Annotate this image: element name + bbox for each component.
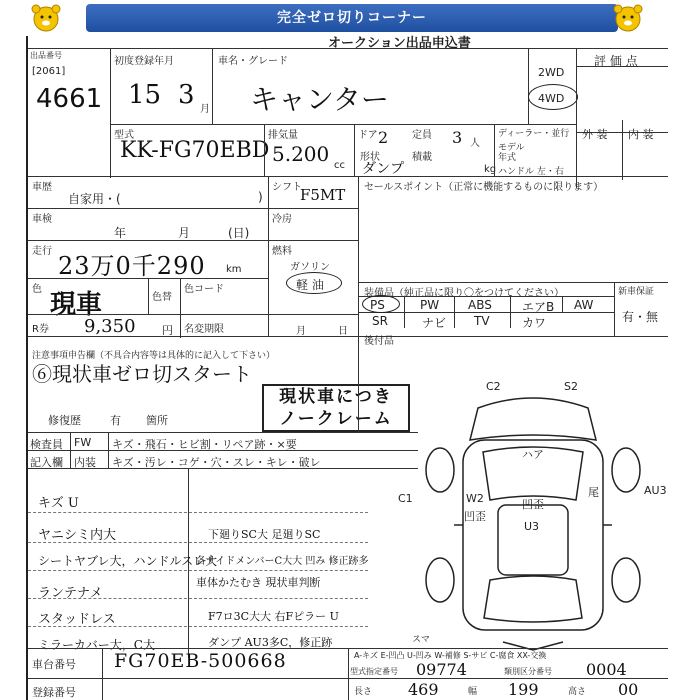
dealer-label: ディーラー・並行 [498,129,570,139]
fuel-gasoline: ガソリン [290,262,330,273]
legend-text: A-キズ E-凹凸 U-凹み W-補修 S-サビ C-腐食 XX-交換 [354,651,547,660]
fuel-diesel: 軽 油 [296,278,324,292]
equipment-abs: ABS [468,298,492,312]
equipment-ps: PS [370,298,385,312]
remark-4: ランテナメ [38,586,103,601]
repair-value: 有 [110,414,121,427]
doors-label: ドア [358,130,378,141]
name-change-month: 月 [296,326,306,337]
registration-year: 15 [128,80,162,110]
notes-value: ⑥現状車ゼロ切スタート [32,362,252,386]
mileage-value: 23万0千290 [58,252,206,280]
diagram-ua: ハア [522,448,544,461]
height-value: 00 [618,680,639,699]
car-name-label: 車名・グレード [218,56,288,67]
recycle-label: R券 [32,324,49,335]
model-year-label2: 年式 [498,153,517,163]
fuel-diesel-circle [286,272,342,294]
usage-label: 車歴 [32,182,52,193]
displacement-unit: cc [334,160,345,171]
chassis-value: FG70EB-500668 [114,650,287,672]
top-strip-title: オークション出品申込書 [328,36,471,51]
type-cert-value: 09774 [416,660,467,679]
remark-right-1: 下廻りSC大 足廻りSC [208,528,321,541]
fuel-label: 燃料 [272,246,292,257]
inspector-fw: FW [74,436,92,449]
capacity-value: 3 [452,128,463,147]
lot-number: 4661 [36,84,103,114]
after-equipment-label: 後付品 [364,336,394,347]
header [0,0,700,36]
entry-label: 記入欄 [30,456,63,469]
sales-point-label: セールスポイント（正常に機能するものに限ります） [364,182,604,193]
entry-interior: 内装 [74,456,96,469]
bear-mascot-icon [608,2,648,34]
usage-value: 自家用・( [68,192,121,206]
shift-value: F5MT [300,186,346,204]
interior-label: 内 装 [628,128,654,141]
color-change-label: 色替 [152,292,172,303]
registration-month-unit: 月 [200,104,210,115]
length-value: 469 [408,680,439,699]
diagram-s2: S2 [564,380,578,393]
inspection-year-unit: 年 [114,226,127,240]
repair-label: 修復歴 [48,414,81,427]
remark-right-3: 車体かたむき 現状車判断 [196,576,321,589]
model-label: 型式 [114,130,134,141]
recycle-value: 9,350 [84,316,136,337]
body-shape-label: 形状 [360,152,380,163]
height-label: 高さ [568,687,587,697]
diagram-c2: C2 [486,380,501,393]
stamp-line-1: 現状車につき [279,387,393,407]
model-year-label1: モデル [498,143,525,153]
color-code-label: 色コード [184,284,224,295]
equipment-aw: AW [574,298,594,312]
banner-title: 完全ゼロ切りコーナー [86,4,618,32]
bear-mascot-icon [26,2,66,34]
diagram-au3: AU3 [644,484,667,497]
width-value: 199 [508,680,539,699]
diagram-shutter: 凹歪 [464,510,486,523]
diagram-rear: 尾 [588,486,599,499]
remark-5: スタッドレス [38,612,116,627]
inspector-items: キズ・飛石・ヒビ割・リペア跡・×要 [112,438,297,451]
equipment-label: 装備品（純正品に限り〇をつけてください） [364,288,564,299]
inspection-month-unit: 月 [178,226,191,240]
inspection-day-unit: (日) [228,226,250,240]
body-shape-value: ダンプ [362,161,405,177]
shift-label: シフト [272,182,302,193]
diagram-u3: U3 [524,520,540,533]
diagram-w2: W2 [466,492,484,505]
type-cert-label: 型式指定番号 [350,667,398,676]
aircon-label: 冷房 [272,214,292,225]
registration-month: 3 [178,80,195,110]
evaluation-label: 評 価 点 [594,54,638,68]
warranty-value: 有・無 [622,310,659,324]
registration-label: 初度登録年月 [114,56,174,67]
handle-label: ハンドル 左・右 [498,167,564,177]
remark-right-4: F7ロ3C大大 右Fピラー U [208,610,339,623]
notes-label: 注意事項申告欄（不具合内容等は具体的に記入して下さい） [32,351,276,361]
model-value: KK-FG70EBD [120,138,270,163]
repair-count: 箇所 [146,414,168,427]
remark-right-5: ダンプ AU3多C，修正跡 [208,636,333,649]
length-label: 長さ [354,687,373,697]
car-damage-diagram [408,380,658,652]
category-no-label: 類別区分番号 [504,667,552,676]
remark-2: ヤニシミ内大 [38,528,117,543]
diagram-c1: C1 [398,492,413,505]
equipment-leather: カワ [522,316,547,330]
width-label: 幅 [468,687,478,697]
diagram-sumama: スマ [412,635,430,645]
exterior-label: 外 装 [582,128,608,141]
name-change-label: 名変期限 [184,324,224,335]
equipment-sr: SR [372,314,388,328]
displacement-label: 排気量 [268,130,298,141]
inspection-label: 車検 [32,214,52,225]
capacity-label: 定員 [412,130,432,141]
equipment-airbag: エアB [522,300,555,314]
capacity-unit: 人 [470,138,480,149]
warranty-label: 新車保証 [618,287,655,297]
remark-1: キズ U [38,496,79,511]
load-label: 積載 [412,152,432,163]
remark-6: ミラーカバー大，C大 [38,638,155,652]
chassis-label: 車台番号 [32,658,76,671]
color-label: 色 [32,284,42,295]
equipment-tv: TV [474,314,490,328]
inspector-label: 検査員 [30,438,63,451]
lot-code: [2061] [32,66,66,77]
car-name-value: キャンター [250,83,389,116]
name-change-day: 日 [338,326,348,337]
mileage-label: 走行 [32,246,52,257]
equipment-pw: PW [420,298,440,312]
lot-label: 出品番号 [30,51,62,60]
remark-right-2: 各サイドメンバーC大大 凹み 修正跡多 [196,556,369,567]
displacement-value: 5.200 [272,142,330,166]
usage-close: ) [258,190,263,204]
color-value: 現車 [50,290,103,320]
doors-value: 2 [378,128,389,147]
drive-4wd-circle [528,84,578,110]
recycle-unit: 円 [162,324,173,337]
mileage-unit: km [226,264,242,275]
equipment-ps-circle [362,295,400,313]
no-claim-stamp [262,384,410,432]
category-no-value: 0004 [586,660,627,679]
registration-no-label: 登録番号 [32,686,76,699]
load-unit: kg [484,164,497,175]
diagram-dent: 凹歪 [522,498,544,511]
entry-items: キズ・汚レ・コゲ・穴・スレ・キレ・破レ [112,456,321,469]
remark-3: シートヤブレ大，ハンドルスレ大 [38,554,218,568]
drive-4wd: 4WD [538,92,565,105]
auction-sheet [26,36,666,700]
stamp-line-2: ノークレーム [279,409,393,429]
equipment-navi: ナビ [422,316,447,330]
drive-2wd: 2WD [538,66,565,79]
